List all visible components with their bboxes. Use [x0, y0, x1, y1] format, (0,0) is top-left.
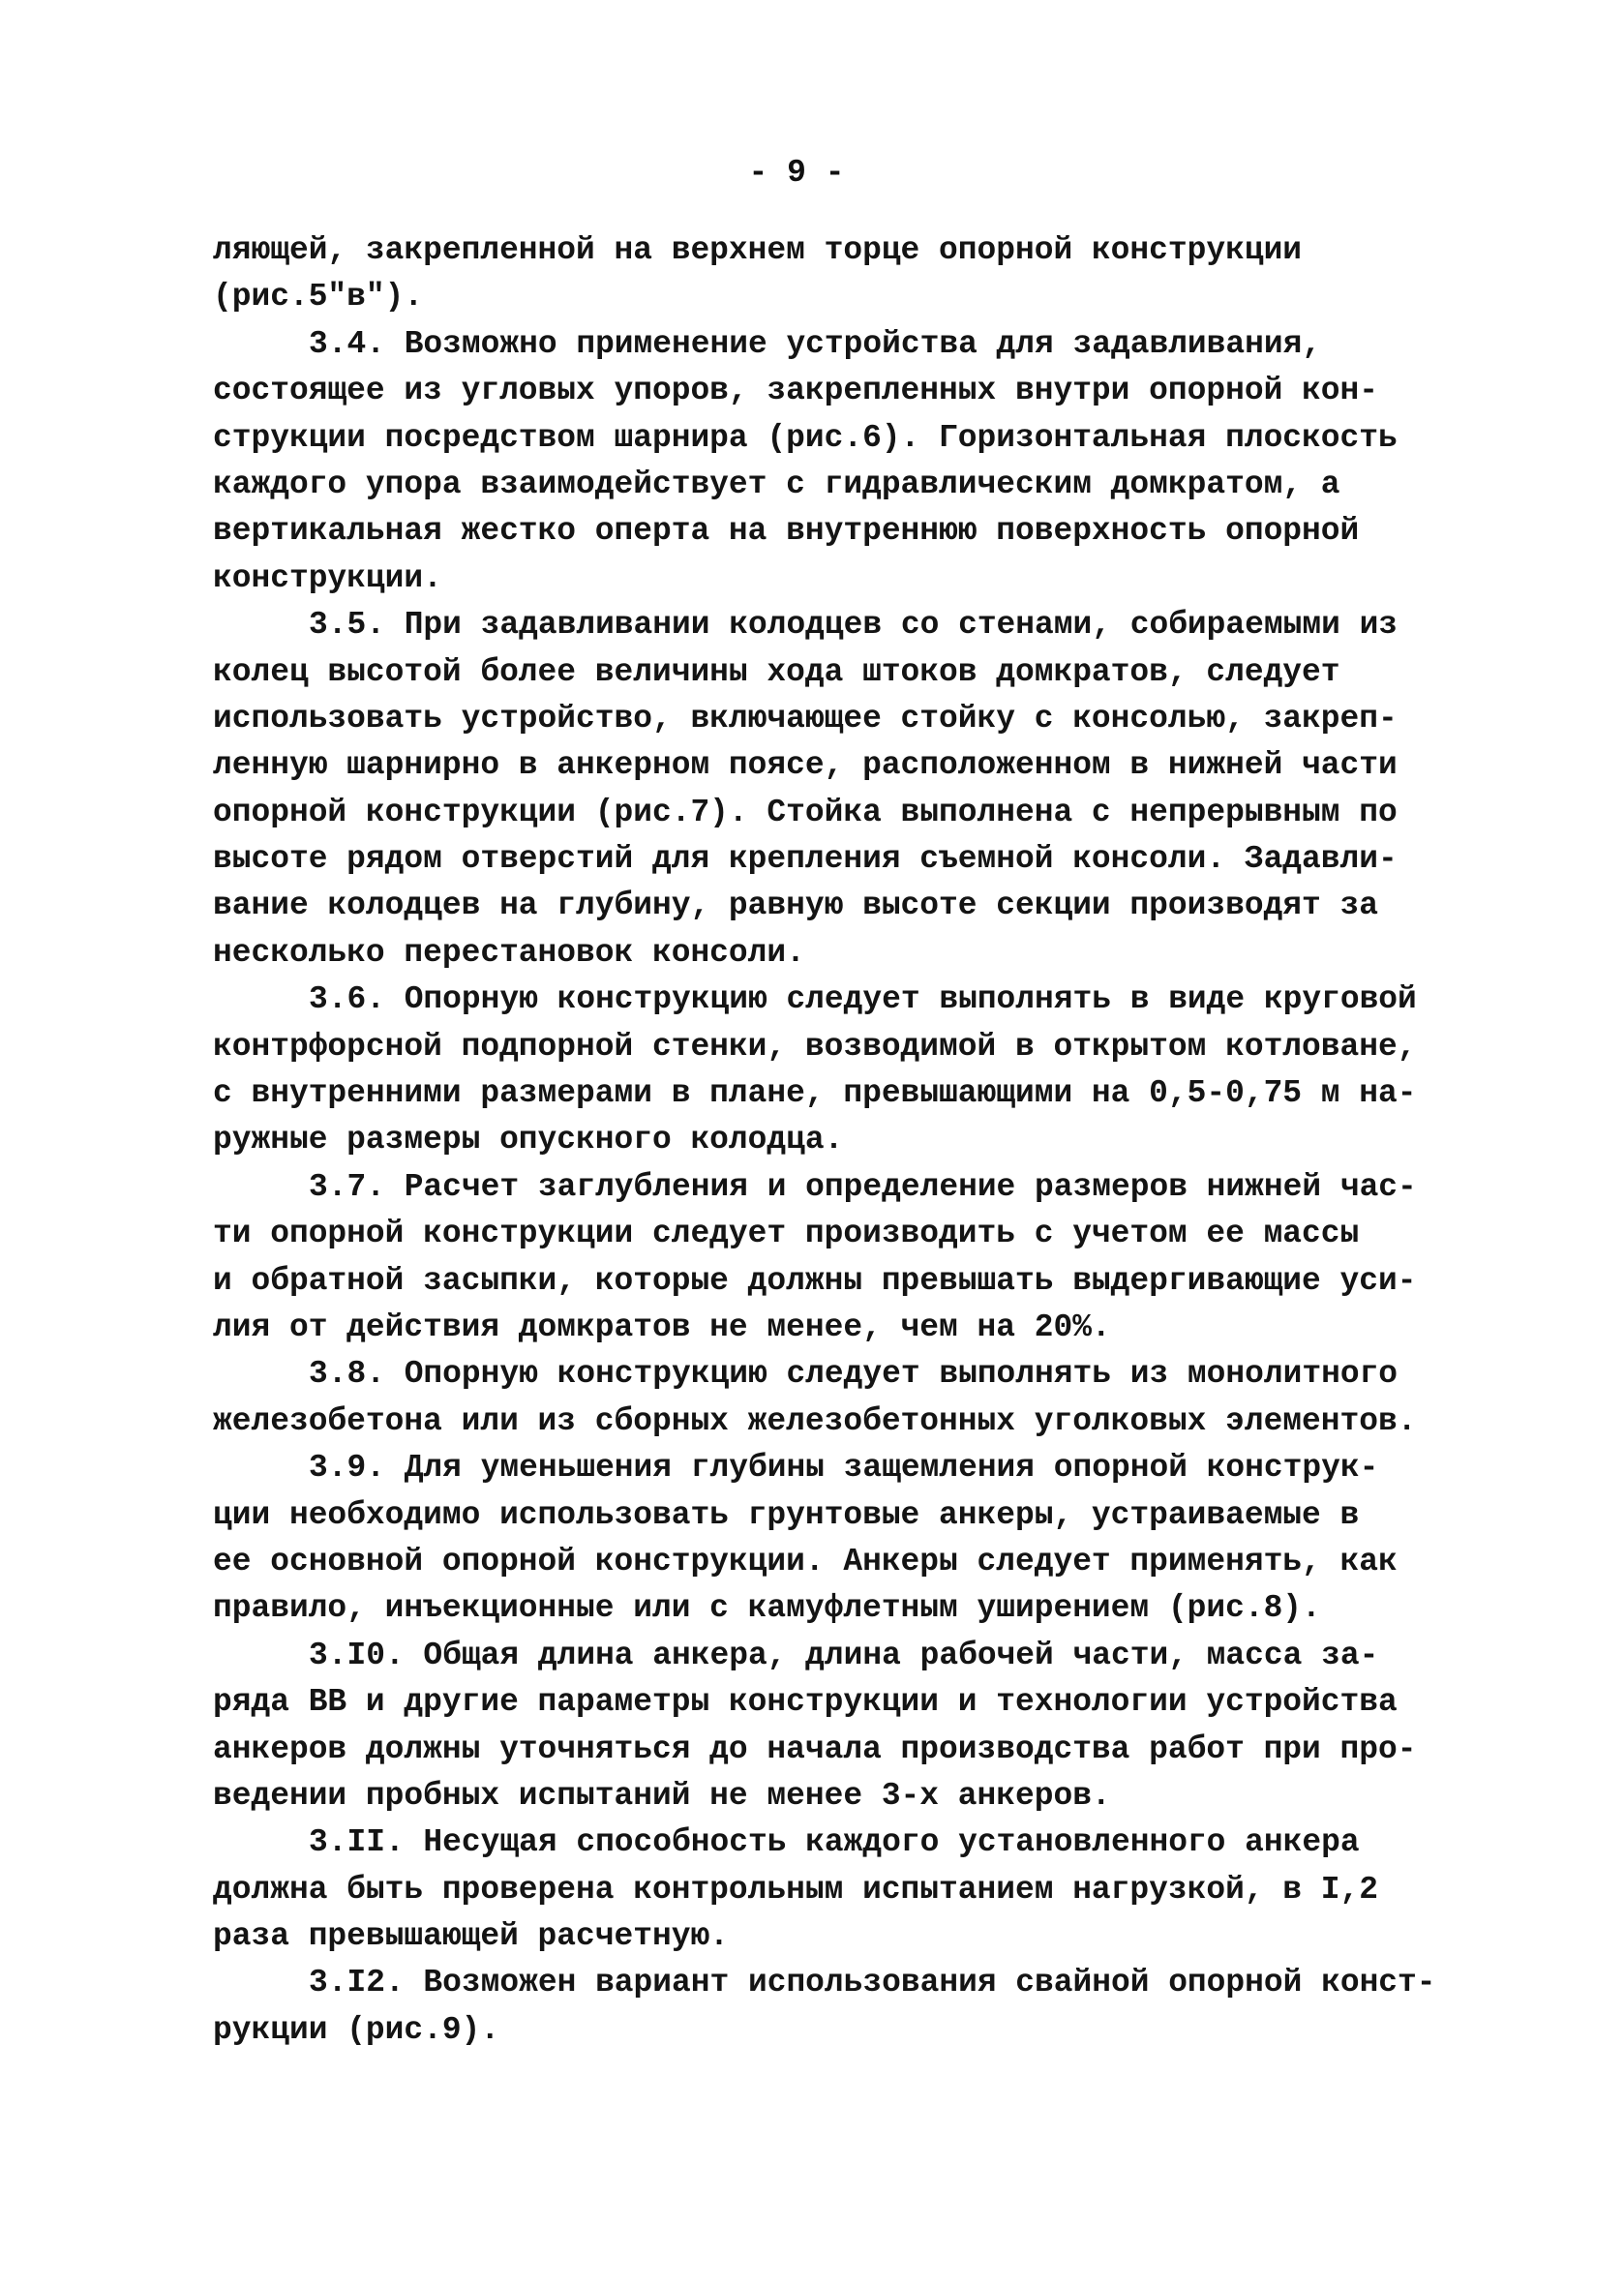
text-line: лия от действия домкратов не менее, чем на 20%.	[213, 1308, 1111, 1345]
page-number: - 9 -	[748, 155, 845, 191]
text-line: высоте рядом отверстий для крепления съемной консоли. Задавли-	[213, 841, 1398, 878]
paragraph-start-line: 3.6. Опорную конструкцию следует выполнять в виде круговой	[309, 981, 1417, 1018]
text-line: колец высотой более величины хода штоков домкратов, следует	[213, 653, 1340, 690]
text-line: ведении пробных испытаний не менее 3-х анкеров.	[213, 1777, 1111, 1814]
text-line: состоящее из угловых упоров, закрепленных внутри опорной кон-	[213, 373, 1378, 409]
text-line: и обратной засыпки, которые должны превышать выдергивающие уси-	[213, 1262, 1417, 1299]
text-line: контрфорсной подпорной стенки, возводимой в открытом котловане,	[213, 1028, 1417, 1065]
text-line: анкеров должны уточняться до начала производства работ при про-	[213, 1730, 1417, 1767]
text-line: рукции (рис.9).	[213, 2011, 500, 2048]
paragraph-start-line: 3.I0. Общая длина анкера, длина рабочей части, масса за-	[309, 1637, 1379, 1673]
text-line: ряда ВВ и другие параметры конструкции и технологии устройства	[213, 1684, 1398, 1721]
text-line: вание колодцев на глубину, равную высоте секции производят за	[213, 887, 1378, 924]
paragraph-start-line: 3.7. Расчет заглубления и определение размеров нижней час-	[309, 1168, 1417, 1205]
text-line: правило, инъекционные или с камуфлетным уширением (рис.8).	[213, 1590, 1321, 1627]
text-line: с внутренними размерами в плане, превышающими на 0,5-0,75 м на-	[213, 1075, 1417, 1112]
paragraph-start-line: 3.4. Возможно применение устройства для задавливания,	[309, 325, 1322, 362]
text-line: ружные размеры опускного колодца.	[213, 1122, 844, 1158]
text-line: опорной конструкции (рис.7). Стойка выполнена с непрерывным по	[213, 794, 1398, 830]
paragraph-start-line: 3.9. Для уменьшения глубины защемления опорной конструк-	[309, 1450, 1379, 1487]
text-line: ляющей, закрепленной на верхнем торце опорной конструкции	[213, 232, 1303, 268]
text-line: железобетона или из сборных железобетонных уголковых элементов.	[213, 1402, 1417, 1439]
paragraph-start-line: 3.8. Опорную конструкцию следует выполнять из монолитного	[309, 1356, 1398, 1393]
paragraph-start-line: 3.5. При задавливании колодцев со стенами, собираемыми из	[309, 607, 1398, 644]
text-line: (рис.5"в").	[213, 279, 424, 316]
paragraph-start-line: 3.II. Несущая способность каждого установленного анкера	[309, 1824, 1360, 1861]
text-line: несколько перестановок консоли.	[213, 934, 805, 971]
text-line: ти опорной конструкции следует производить с учетом ее массы	[213, 1216, 1360, 1252]
text-line: раза превышающей расчетную.	[213, 1918, 729, 1955]
text-line: должна быть проверена контрольным испытанием нагрузкой, в I,2	[213, 1871, 1378, 1908]
text-line: каждого упора взаимодействует с гидравлическим домкратом, а	[213, 466, 1340, 502]
text-line: использовать устройство, включающее стойку с консолью, закреп-	[213, 700, 1398, 737]
text-line: вертикальная жестко оперта на внутреннюю поверхность опорной	[213, 513, 1360, 550]
text-line: струкции посредством шарнира (рис.6). Горизонтальная плоскость	[213, 419, 1398, 456]
text-line: ции необходимо использовать грунтовые анкеры, устраиваемые в	[213, 1496, 1360, 1533]
text-line: конструкции.	[213, 559, 442, 596]
text-line: ее основной опорной конструкции. Анкеры следует применять, как	[213, 1543, 1398, 1579]
text-line: ленную шарнирно в анкерном поясе, расположенном в нижней части	[213, 747, 1398, 784]
paragraph-start-line: 3.I2. Возможен вариант использования свайной опорной конст-	[309, 1965, 1436, 2001]
document-body	[213, 227, 1587, 2054]
